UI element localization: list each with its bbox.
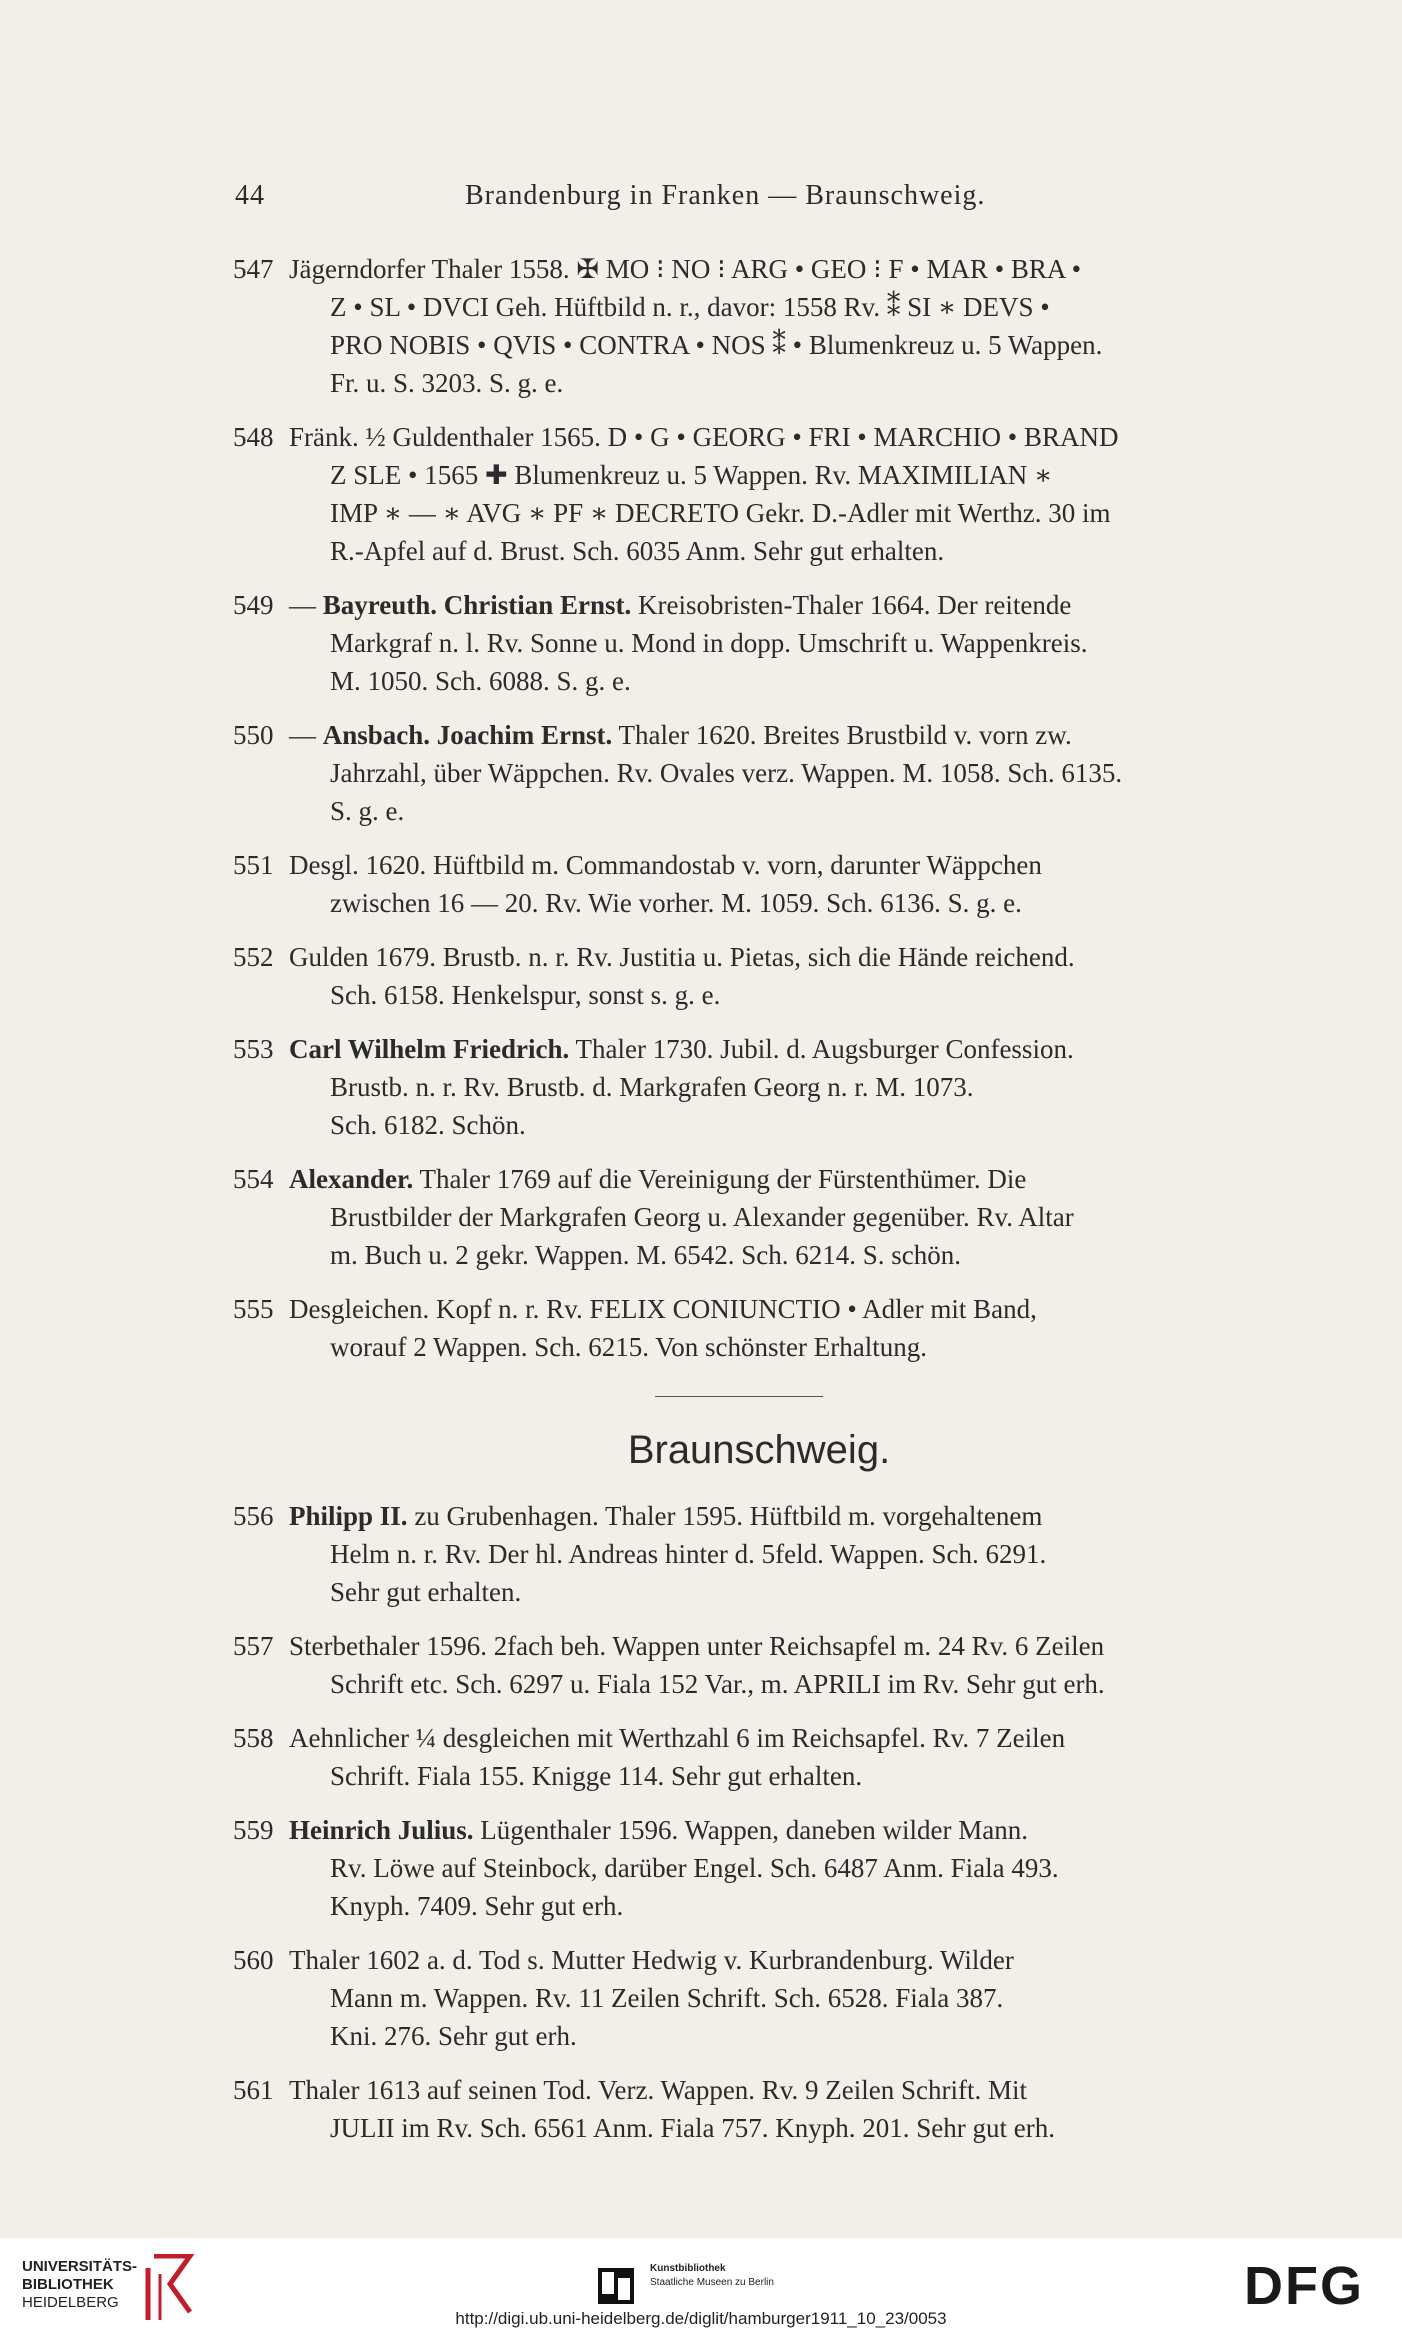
entry-text: worauf 2 Wappen. Sch. 6215. Von schönster Erhaltung. (330, 1332, 927, 1362)
running-title: Brandenburg in Franken — Braunschweig. (465, 180, 986, 211)
entry-text: Desgleichen. Kopf n. r. Rv. FELIX CONIUNCTIO • Adler mit Band, (289, 1294, 1037, 1324)
entry-continuation-line (233, 532, 1245, 570)
entry-continuation-line (233, 1849, 1245, 1887)
catalog-entry (233, 586, 1245, 700)
entry-continuation-line (233, 326, 1245, 364)
permalink-url[interactable]: http://digi.ub.uni-heidelberg.de/diglit/hamburger1911_10_23/0053 (455, 2309, 947, 2328)
entry-text: Knyph. 7409. Sehr gut erh. (330, 1891, 624, 1921)
lot-number: 550 (233, 720, 274, 750)
university-library-name (22, 2258, 137, 2312)
entry-text: Brustbilder der Markgrafen Georg u. Alexander gegenüber. Rv. Altar (330, 1202, 1074, 1232)
entry-continuation-line (233, 1757, 1245, 1795)
kunstbibliothek-logo-icon (598, 2268, 634, 2304)
entry-continuation-line (233, 754, 1245, 792)
ruler-name: Carl Wilhelm Friedrich. (289, 1034, 570, 1064)
lot-number: 556 (233, 1501, 274, 1531)
museum-line: Kunstbibliothek (650, 2263, 726, 2274)
entry-first-line (233, 1941, 1245, 1979)
entry-first-line (233, 938, 1245, 976)
running-head (235, 180, 1245, 214)
entry-continuation-line (233, 1198, 1245, 1236)
catalog-entry (233, 2071, 1245, 2147)
entry-first-line (233, 1290, 1245, 1328)
entry-text: Brustb. n. r. Rv. Brustb. d. Markgrafen Georg n. r. M. 1073. (330, 1072, 974, 1102)
entry-text: Aehnlicher ¼ desgleichen mit Werthzahl 6 im Reichsapfel. Rv. 7 Zeilen (289, 1723, 1066, 1753)
lot-number: 560 (233, 1945, 274, 1975)
entry-continuation-line (233, 288, 1245, 326)
entry-first-line (233, 2071, 1245, 2109)
catalog-entry (233, 250, 1245, 402)
catalog-entry (233, 1030, 1245, 1144)
entry-continuation-line (233, 2109, 1245, 2147)
ruler-name: Bayreuth. Christian Ernst. (322, 590, 632, 620)
entry-text: zwischen 16 — 20. Rv. Wie vorher. M. 1059. Sch. 6136. S. g. e. (330, 888, 1022, 918)
entry-text: R.-Apfel auf d. Brust. Sch. 6035 Anm. Sehr gut erhalten. (330, 536, 945, 566)
entry-text: IMP ∗ — ∗ AVG ∗ PF ∗ DECRETO Gekr. D.-Adler mit Werthz. 30 im (330, 498, 1111, 528)
entry-first-line (233, 1160, 1245, 1198)
entry-text: Sch. 6158. Henkelspur, sonst s. g. e. (330, 980, 721, 1010)
entry-first-line (233, 586, 1245, 624)
entry-continuation-line (233, 1535, 1245, 1573)
university-line: HEIDELBERG (22, 2294, 119, 2311)
kunstbibliothek-logo (598, 2254, 798, 2314)
entry-list-braunschweig (233, 1497, 1245, 2147)
entry-first-line (233, 1719, 1245, 1757)
lot-number: 554 (233, 1164, 274, 1194)
section-heading: Braunschweig. (627, 1428, 891, 1472)
entry-text: Sterbethaler 1596. 2fach beh. Wappen unter Reichsapfel m. 24 Rv. 6 Zeilen (289, 1631, 1105, 1661)
entry-text: Gulden 1679. Brustb. n. r. Rv. Justitia u. Pietas, sich die Hände reichend. (289, 942, 1075, 972)
entry-text: M. 1050. Sch. 6088. S. g. e. (330, 666, 631, 696)
entry-list-brandenburg (233, 250, 1245, 1366)
catalog-entry (233, 1160, 1245, 1274)
entry-continuation-line (233, 1979, 1245, 2017)
entry-text: Fr. u. S. 3203. S. g. e. (330, 368, 564, 398)
ruler-name: Heinrich Julius. (289, 1815, 474, 1845)
lot-number: 558 (233, 1723, 274, 1753)
entry-first-line (233, 1497, 1245, 1535)
ruler-name: Alexander. (289, 1164, 414, 1194)
entry-text: Desgl. 1620. Hüftbild m. Commandostab v. vorn, darunter Wäppchen (289, 850, 1042, 880)
entry-continuation-line (233, 976, 1245, 1014)
entry-dash: — (289, 590, 323, 620)
lot-number: 553 (233, 1034, 274, 1064)
entry-text: PRO NOBIS • QVIS • CONTRA • NOS ⁑ • Blumenkreuz u. 5 Wappen. (330, 330, 1103, 360)
university-line: BIBLIOTHEK (22, 2276, 114, 2293)
lot-number: 549 (233, 590, 274, 620)
lot-number: 552 (233, 942, 274, 972)
entry-first-line (233, 1627, 1245, 1665)
entry-text: Fränk. ½ Guldenthaler 1565. D • G • GEORG • FRI • MARCHIO • BRAND (289, 422, 1119, 452)
catalog-entry (233, 938, 1245, 1014)
entry-text: Schrift etc. Sch. 6297 u. Fiala 152 Var., m. APRILI im Rv. Sehr gut erh. (330, 1669, 1105, 1699)
entry-continuation-line (233, 1573, 1245, 1611)
ruler-name: Philipp II. (289, 1501, 408, 1531)
lot-number: 548 (233, 422, 274, 452)
lot-number: 559 (233, 1815, 274, 1845)
entry-first-line (233, 716, 1245, 754)
entry-text: Thaler 1769 auf die Vereinigung der Fürstenthümer. Die (413, 1164, 1027, 1194)
entry-text: Sehr gut erhalten. (330, 1577, 522, 1607)
entry-continuation-line (233, 884, 1245, 922)
entry-text: Rv. Löwe auf Steinbock, darüber Engel. Sch. 6487 Anm. Fiala 493. (330, 1853, 1059, 1883)
entry-first-line (233, 1811, 1245, 1849)
entry-continuation-line (233, 1665, 1245, 1703)
entry-text: m. Buch u. 2 gekr. Wappen. M. 6542. Sch. 6214. S. schön. (330, 1240, 962, 1270)
dfg-logo: DFG (1244, 2256, 1364, 2316)
entry-text: Thaler 1602 a. d. Tod s. Mutter Hedwig v. Kurbrandenburg. Wilder (289, 1945, 1014, 1975)
entry-first-line (233, 846, 1245, 884)
entry-text: Jägerndorfer Thaler 1558. ✠ MO ⁝ NO ⁝ ARG • GEO ⁝ F • MAR • BRA • (289, 254, 1082, 284)
catalog-body (233, 250, 1245, 2163)
lot-number: 561 (233, 2075, 274, 2105)
entry-continuation-line (233, 364, 1245, 402)
catalog-entry (233, 1290, 1245, 1366)
entry-text: Thaler 1620. Breites Brustbild v. vorn zw. (612, 720, 1072, 750)
lot-number: 547 (233, 254, 274, 284)
entry-text: Z SLE • 1565 ✚ Blumenkreuz u. 5 Wappen. Rv. MAXIMILIAN ∗ (330, 460, 1053, 490)
entry-continuation-line (233, 1106, 1245, 1144)
catalog-entry (233, 1811, 1245, 1925)
entry-text: Schrift. Fiala 155. Knigge 114. Sehr gut erhalten. (330, 1761, 863, 1791)
entry-continuation-line (233, 662, 1245, 700)
entry-first-line (233, 1030, 1245, 1068)
entry-text: Jahrzahl, über Wäppchen. Rv. Ovales verz. Wappen. M. 1058. Sch. 6135. (330, 758, 1123, 788)
section-divider (655, 1396, 823, 1397)
entry-text: S. g. e. (330, 796, 405, 826)
entry-text: zu Grubenhagen. Thaler 1595. Hüftbild m. vorgehaltenem (407, 1501, 1043, 1531)
entry-first-line (233, 250, 1245, 288)
entry-text: Helm n. r. Rv. Der hl. Andreas hinter d. 5feld. Wappen. Sch. 6291. (330, 1539, 1047, 1569)
museum-line: Staatliche Museen zu Berlin (650, 2277, 774, 2288)
entry-first-line (233, 418, 1245, 456)
entry-continuation-line (233, 1236, 1245, 1274)
entry-continuation-line (233, 494, 1245, 532)
entry-continuation-line (233, 456, 1245, 494)
entry-continuation-line (233, 792, 1245, 830)
entry-text: Markgraf n. l. Rv. Sonne u. Mond in dopp. Umschrift u. Wappenkreis. (330, 628, 1088, 658)
entry-continuation-line (233, 1887, 1245, 1925)
digitization-footer (0, 2238, 1402, 2335)
entry-text: Kni. 276. Sehr gut erh. (330, 2021, 577, 2051)
catalog-entry (233, 418, 1245, 570)
catalog-entry (233, 1719, 1245, 1795)
lot-number: 557 (233, 1631, 274, 1661)
lot-number: 555 (233, 1294, 274, 1324)
kunstbibliothek-name (650, 2262, 774, 2290)
entry-text: Thaler 1730. Jubil. d. Augsburger Confession. (569, 1034, 1074, 1064)
catalog-entry (233, 1941, 1245, 2055)
ruler-name: Ansbach. Joachim Ernst. (322, 720, 613, 750)
entry-continuation-line (233, 2017, 1245, 2055)
university-line: UNIVERSITÄTS- (22, 2258, 138, 2275)
entry-text: Mann m. Wappen. Rv. 11 Zeilen Schrift. Sch. 6528. Fiala 387. (330, 1983, 1004, 2013)
entry-text: JULII im Rv. Sch. 6561 Anm. Fiala 757. Knyph. 201. Sehr gut erh. (330, 2113, 1055, 2143)
catalog-entry (233, 846, 1245, 922)
entry-text: Lügenthaler 1596. Wappen, daneben wilder Mann. (473, 1815, 1028, 1845)
entry-text: Sch. 6182. Schön. (330, 1110, 526, 1140)
catalog-entry (233, 716, 1245, 830)
lot-number: 551 (233, 850, 274, 880)
entry-continuation-line (233, 1068, 1245, 1106)
entry-continuation-line (233, 1328, 1245, 1366)
entry-continuation-line (233, 624, 1245, 662)
entry-text: Kreisobristen-Thaler 1664. Der reitende (631, 590, 1072, 620)
catalog-entry (233, 1497, 1245, 1611)
entry-text: Thaler 1613 auf seinen Tod. Verz. Wappen. Rv. 9 Zeilen Schrift. Mit (289, 2075, 1028, 2105)
entry-dash: — (289, 720, 323, 750)
catalog-entry (233, 1627, 1245, 1703)
page-number: 44 (235, 180, 265, 211)
entry-text: Z • SL • DVCI Geh. Hüftbild n. r., davor: 1558 Rv. ⁑ SI ∗ DEVS • (330, 292, 1050, 322)
